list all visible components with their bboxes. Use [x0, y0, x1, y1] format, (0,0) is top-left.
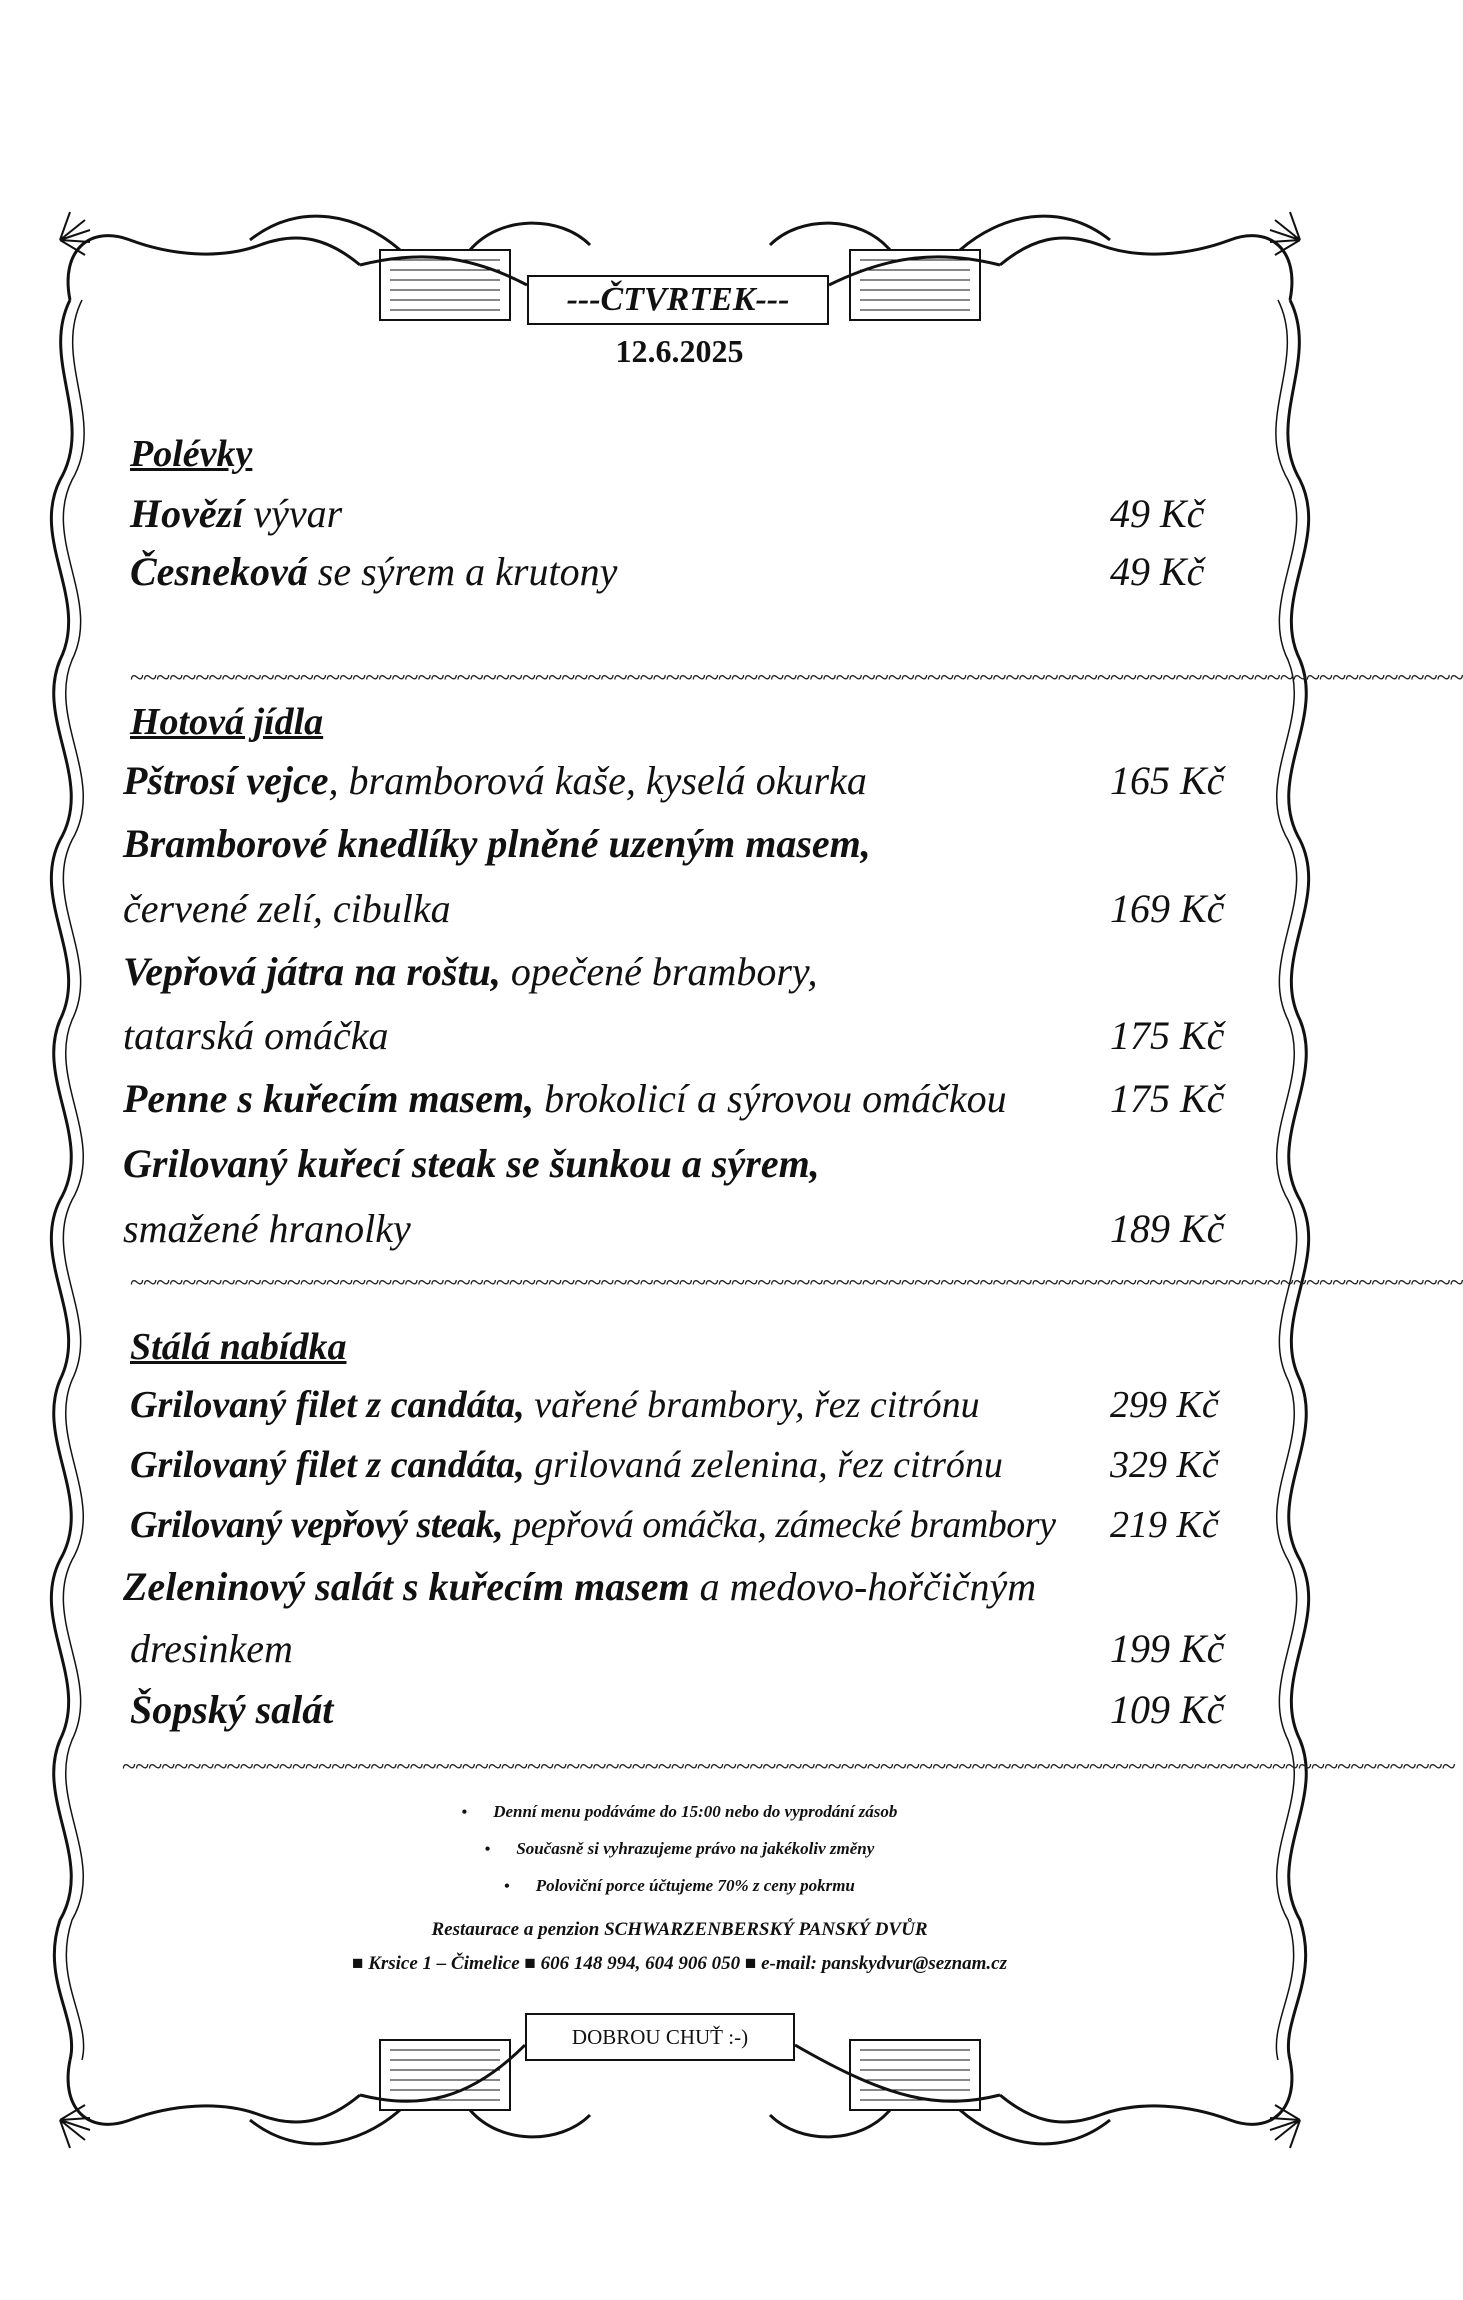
standing-price: 299 Kč — [1110, 1384, 1219, 1426]
standing-price: 219 Kč — [1110, 1504, 1219, 1546]
standing-item: Šopský salát — [130, 1687, 334, 1732]
soup-item: Hovězí vývar — [130, 491, 343, 536]
note-item: • Denní menu podáváme do 15:00 nebo do vyprodání zásob — [461, 1802, 898, 1821]
standing-item: Zeleninový salát s kuřecím masem a medovo-hořčičným — [123, 1564, 1037, 1609]
note-item: • Současně si vyhrazujeme právo na jakékoliv změny — [484, 1839, 875, 1858]
day-title: ---ČTVRTEK--- — [527, 275, 829, 325]
meal-price: 189 Kč — [1110, 1206, 1225, 1251]
standing-price: 199 Kč — [1110, 1626, 1225, 1671]
menu-date: 12.6.2025 — [615, 333, 744, 369]
standing-price: 109 Kč — [1110, 1687, 1225, 1732]
soup-price: 49 Kč — [1110, 549, 1205, 594]
meal-price: 175 Kč — [1110, 1013, 1225, 1058]
meal-price: 165 Kč — [1110, 758, 1225, 803]
section-title-standing: Stálá nabídka — [130, 1326, 347, 1368]
meal-item: Penne s kuřecím masem, brokolicí a sýrovou omáčkou — [123, 1076, 1007, 1121]
meal-item: Pštrosí vejce, bramborová kaše, kyselá okurka — [123, 758, 867, 803]
separator: ~~~~~~~~~~~~~~~~~~~~~~~~~~~~~~~~~~~~~~~~~~~~~~~~~~~~~~~~~~~~~~~~~~~~~~~~~~~~~~~~~~~~~~~~~~~~~~~~~~~~~~ — [130, 663, 1463, 692]
meal-item-line2: smažené hranolky — [123, 1206, 411, 1251]
soup-item: Česneková se sýrem a krutony — [130, 549, 618, 594]
meal-item: Vepřová játra na roštu, opečené brambory, — [123, 949, 818, 994]
meal-item: Grilovaný kuřecí steak se šunkou a sýrem, — [123, 1141, 820, 1186]
meal-price: 175 Kč — [1110, 1076, 1225, 1121]
section-title-meals: Hotová jídla — [130, 701, 324, 743]
meal-item-line2: červené zelí, cibulka — [123, 886, 451, 931]
standing-item-line2: dresinkem — [130, 1626, 293, 1671]
contact-line: ■ Krsice 1 – Čimelice ■ 606 148 994, 604 906 050 ■ e-mail: panskydvur@seznam.cz — [351, 1953, 1008, 1974]
separator: ~~~~~~~~~~~~~~~~~~~~~~~~~~~~~~~~~~~~~~~~~~~~~~~~~~~~~~~~~~~~~~~~~~~~~~~~~~~~~~~~~~~~~~~~~~~~~~~~~~~~~~ — [130, 1268, 1463, 1297]
standing-item: Grilovaný vepřový steak, pepřová omáčka, zámecké brambory — [130, 1504, 1056, 1546]
meal-item: Bramborové knedlíky plněné uzeným masem, — [123, 821, 871, 866]
standing-price: 329 Kč — [1110, 1444, 1219, 1486]
restaurant-name: Restaurace a penzion SCHWARZENBERSKÝ PANSKÝ DVŮR — [431, 1919, 928, 1940]
standing-item: Grilovaný filet z candáta, grilovaná zelenina, řez citrónu — [130, 1444, 1003, 1486]
meal-price: 169 Kč — [1110, 886, 1225, 931]
goodbye-box: DOBROU CHUŤ :-) — [525, 2013, 795, 2061]
note-item: • Poloviční porce účtujeme 70% z ceny pokrmu — [504, 1876, 855, 1895]
soup-price: 49 Kč — [1110, 491, 1205, 536]
standing-item: Grilovaný filet z candáta, vařené brambory, řez citrónu — [130, 1384, 980, 1426]
section-title-soups: Polévky — [130, 433, 253, 475]
meal-item-line2: tatarská omáčka — [123, 1013, 389, 1058]
separator: ~~~~~~~~~~~~~~~~~~~~~~~~~~~~~~~~~~~~~~~~~~~~~~~~~~~~~~~~~~~~~~~~~~~~~~~~~~~~~~~~~~~~~~~~~~~~~~~~~~~~~~ — [122, 1752, 1455, 1781]
